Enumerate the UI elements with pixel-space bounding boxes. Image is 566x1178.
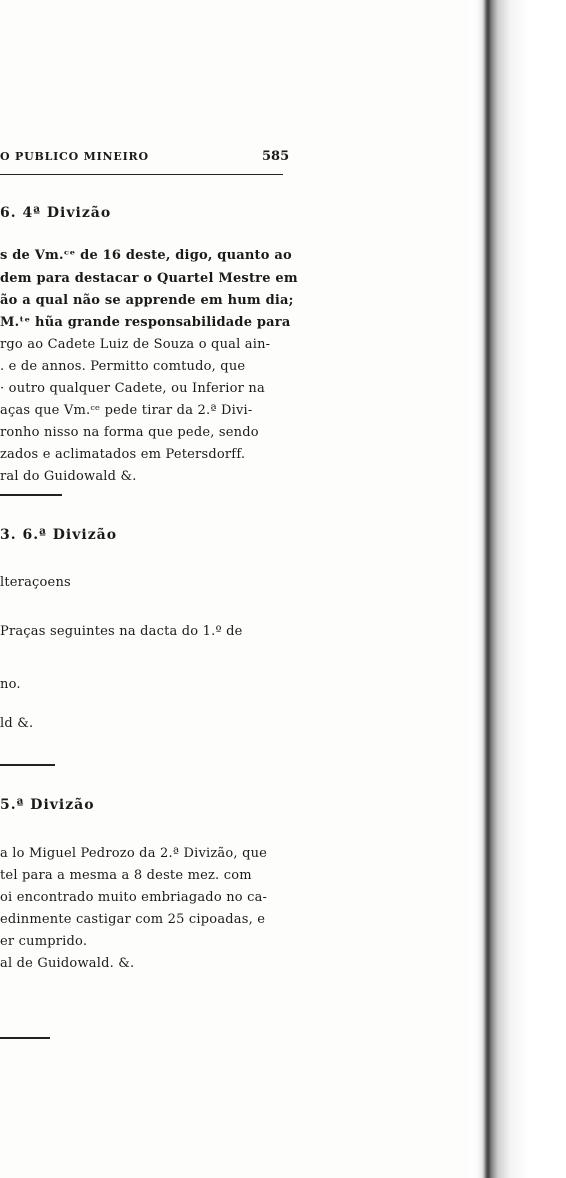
text-line: M.ᵗᵉ hũa grande responsabilidade para bbox=[0, 315, 291, 330]
text-line: al de Guidowald. &. bbox=[0, 956, 135, 971]
text-line: aças que Vm.ᶜᵉ pede tirar da 2.ª Divi- bbox=[0, 403, 253, 418]
text-line: zados e aclimatados em Petersdorff. bbox=[0, 447, 246, 462]
page-number: 585 bbox=[262, 149, 290, 164]
section-separator bbox=[0, 764, 55, 766]
running-header-title: O PUBLICO MINEIRO bbox=[0, 150, 149, 163]
text-line: Praças seguintes na dacta do 1.º de bbox=[0, 624, 243, 639]
text-line: · outro qualquer Cadete, ou Inferior na bbox=[0, 381, 265, 396]
text-line: lteraçoens bbox=[0, 575, 71, 590]
text-line: er cumprido. bbox=[0, 934, 88, 949]
text-line: tel para a mesma a 8 deste mez. com bbox=[0, 868, 252, 883]
text-line: ão a qual não se apprende em hum dia; bbox=[0, 293, 294, 308]
text-line: ronho nisso na forma que pede, sendo bbox=[0, 425, 259, 440]
section-heading-5a-divizao: 5.ª Divizão bbox=[0, 797, 95, 813]
text-line: no. bbox=[0, 677, 21, 692]
text-line: oi encontrado muito embriagado no ca- bbox=[0, 890, 268, 905]
text-line: a lo Miguel Pedrozo da 2.ª Divizão, que bbox=[0, 846, 268, 861]
text-line: ral do Guidowald &. bbox=[0, 469, 137, 484]
text-line: ld &. bbox=[0, 716, 34, 731]
text-line: . e de annos. Permitto comtudo, que bbox=[0, 359, 246, 374]
text-line: dem para destacar o Quartel Mestre em bbox=[0, 271, 298, 286]
text-line: rgo ao Cadete Luiz de Souza o qual ain- bbox=[0, 337, 271, 352]
header-rule bbox=[0, 174, 283, 175]
text-line: s de Vm.ᶜᵉ de 16 deste, digo, quanto ao bbox=[0, 248, 292, 263]
section-separator bbox=[0, 1037, 50, 1039]
section-heading-6a-divizao: 3. 6.ª Divizão bbox=[0, 527, 118, 543]
section-separator bbox=[0, 494, 62, 496]
section-heading-4a-divizao: 6. 4ª Divizão bbox=[0, 205, 112, 221]
book-gutter bbox=[470, 0, 566, 1178]
text-line: edinmente castigar com 25 cipoadas, e bbox=[0, 912, 266, 927]
